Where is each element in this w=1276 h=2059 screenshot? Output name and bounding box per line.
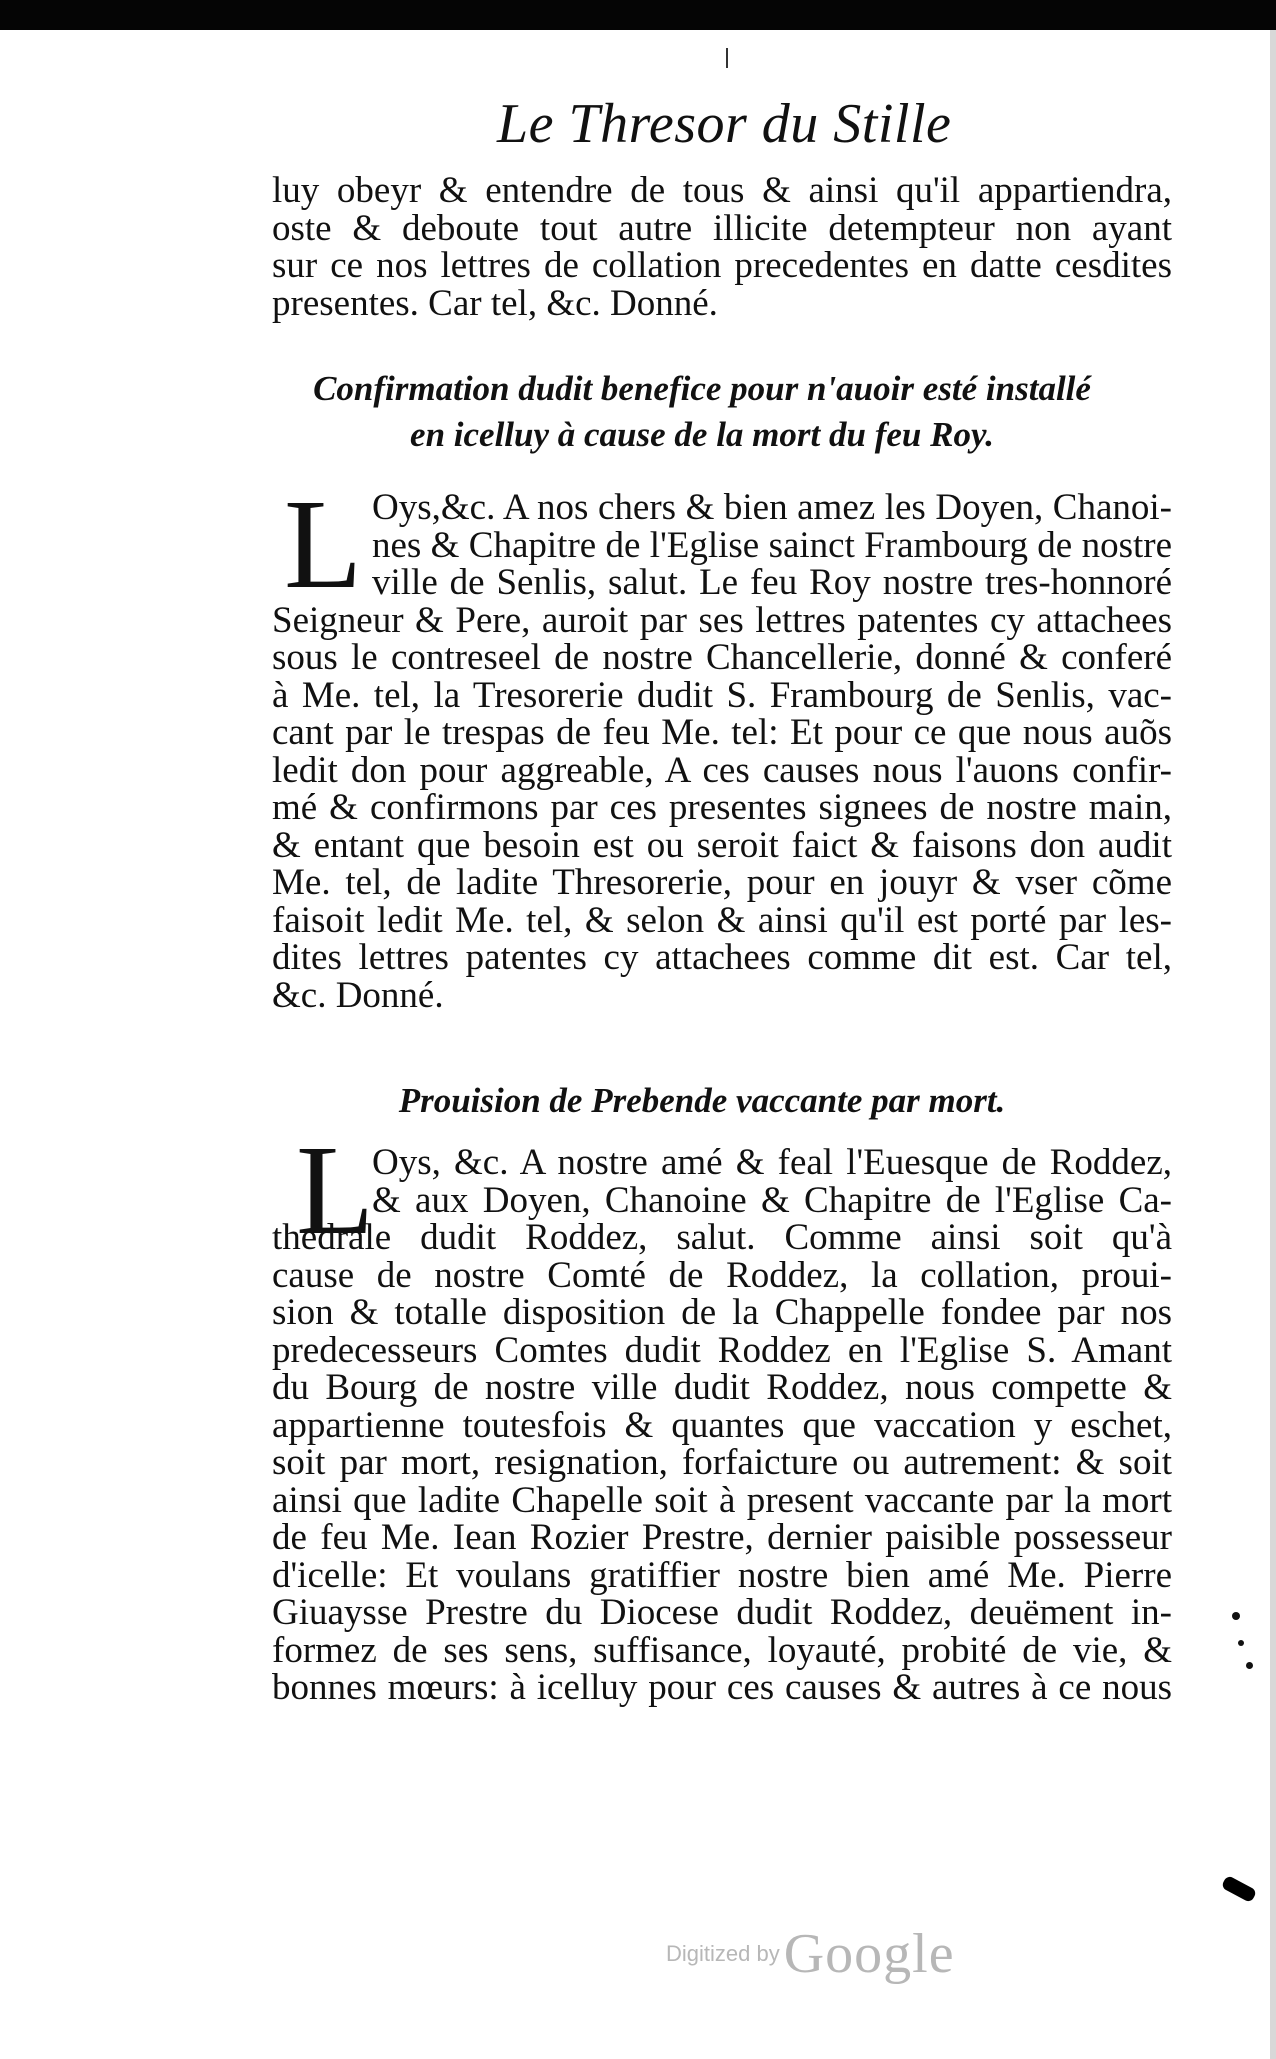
text-line: Seigneur & Pere, auroit par ses lettres patentes cy attachees [272,599,1172,641]
confirmation-paragraph [272,473,1172,1016]
scan-right-edge [1270,30,1276,2059]
text-line: luy obeyr & entendre de tous & ainsi qu'il appartiendra, [272,170,1172,211]
google-logo: Google [783,1923,955,1985]
text-line: soit par mort, resignation, forfaicture ou autrement: & soit [272,1442,1172,1483]
scan-speck [1246,1662,1253,1669]
scan-speck [1238,1640,1244,1646]
text-line: Oys, &c. A nostre amé & feal l'Euesque de Roddez, [372,1142,1172,1183]
text-line: sur ce nos lettres de collation precedentes en datte cesdites [272,245,1172,286]
text-line: ville de Senlis, salut. Le feu Roy nostre tres-honnoré [372,562,1172,603]
text-line: Me. tel, de ladite Thresorerie, pour en jouyr & vser cõme [272,862,1172,903]
scan-top-border [0,0,1276,30]
text-line: de feu Me. Iean Rozier Prestre, dernier paisible possesseur [272,1517,1172,1558]
text-line: oste & deboute tout autre illicite detempteur non ayant [272,207,1172,249]
text-line: ainsi que ladite Chapelle soit à present vaccante par la mort [272,1479,1172,1521]
running-head: Le Thresor du Stille [497,93,952,155]
drop-cap: L [296,1119,375,1261]
heading-line: Confirmation dudit benefice pour n'auoir esté installé [313,369,1091,408]
text-line: appartienne toutesfois & quantes que vaccation y eschet, [272,1404,1172,1446]
text-line: formez de ses sens, suffisance, loyauté, probité de vie, & [272,1629,1172,1671]
text-line: thedrale dudit Roddez, salut. Comme ainsi soit qu'à [272,1217,1172,1258]
scan-smudge [1221,1875,1258,1903]
text-line: presentes. Car tel, &c. Donné. [272,282,718,324]
section-heading-prouision: Prouision de Prebende vaccante par mort. [398,1081,1006,1120]
text-line: Giuaysse Prestre du Diocese dudit Roddez, deuëment in- [272,1592,1172,1633]
text-line: sion & totalle disposition de la Chappelle fondee par nos [272,1292,1172,1333]
text-line: faisoit ledit Me. tel, & selon & ainsi qu'il est porté par les- [272,899,1172,941]
text-line: nes & Chapitre de l'Eglise sainct Frambourg de nostre [372,524,1172,566]
text-line: du Bourg de nostre ville dudit Roddez, nous compette & [272,1367,1172,1408]
text-line: & entant que besoin est ou seroit faict & faisons don audit [272,824,1172,866]
text-line: ledit don pour aggreable, A ces causes nous l'auons confir- [272,749,1172,791]
text-line: & aux Doyen, Chanoine & Chapitre de l'Eglise Ca- [372,1179,1172,1221]
text-line: cause de nostre Comté de Roddez, la collation, proui- [272,1254,1172,1296]
section-heading-confirmation [272,366,1132,458]
drop-cap: L [284,473,363,615]
digitized-watermark [666,1922,1006,1992]
prouision-paragraph [272,1144,1172,1707]
heading-line: en icelluy à cause de la mort du feu Roy. [410,415,994,454]
watermark-prefix: Digitized by [666,1941,780,1966]
scan-speck [1232,1612,1240,1620]
continuation-paragraph [272,172,1172,322]
text-line: predecesseurs Comtes dudit Roddez en l'Eglise S. Amant [272,1329,1172,1371]
text-line: à Me. tel, la Tresorerie dudit S. Frambourg de Senlis, vac- [272,674,1172,716]
text-line: &c. Donné. [272,974,444,1016]
text-line: cant par le trespas de feu Me. tel: Et pour ce que nous auõs [272,712,1172,753]
text-line: d'icelle: Et voulans gratiffier nostre bien amé Me. Pierre [272,1554,1172,1596]
text-line: mé & confirmons par ces presentes signees de nostre main, [272,787,1172,828]
text-line: sous le contreseel de nostre Chancellerie, donné & conferé [272,637,1172,678]
text-line: bonnes mœurs: à icelluy pour ces causes & autres à ce nous [272,1667,1172,1708]
text-line: dites lettres patentes cy attachees comme dit est. Car tel, [272,937,1172,978]
page-tick-mark [726,48,728,68]
text-line: Oys,&c. A nos chers & bien amez les Doyen, Chanoi- [372,487,1172,528]
